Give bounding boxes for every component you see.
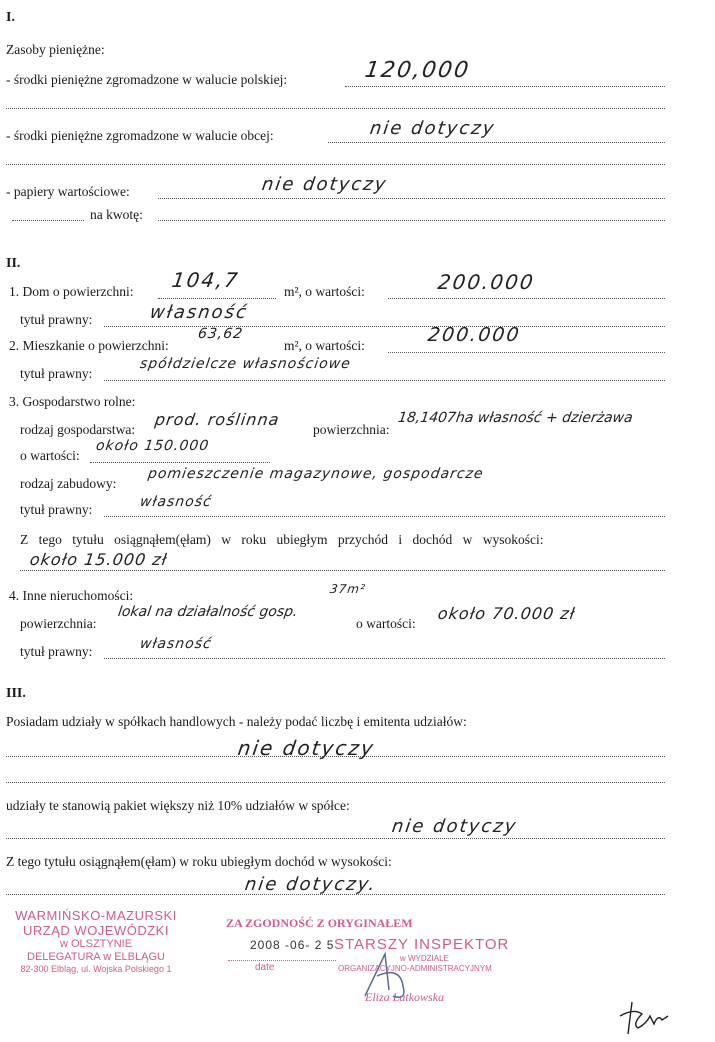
dotted-line [345, 86, 665, 87]
section-2-heading: II. [6, 256, 21, 271]
section-3-heading: III. [6, 686, 26, 701]
farm-label: 3. Gospodarstwo rolne: [9, 394, 136, 409]
section-1-heading: I. [6, 10, 15, 25]
flat-title: spółdzielcze własnościowe [138, 356, 352, 372]
package-label: udziały te stanowią pakiet większy niż 10% udziałów w spółce: [6, 798, 350, 813]
buildings-label: rodzaj zabudowy: [20, 476, 117, 491]
owner-signature [612, 994, 682, 1039]
flat-area: 63,62 [196, 326, 245, 342]
share-income-label: Z tego tytułu osiągnąłem(ęłam) w roku ubiegłym dochód w wysokości: [6, 854, 392, 869]
dotted-line [6, 838, 665, 839]
office-stamp-line: DELEGATURA w ELBLĄGU [27, 951, 165, 963]
dotted-line [6, 108, 665, 109]
dotted-line [158, 298, 276, 299]
inspector-signature [355, 946, 425, 1006]
office-stamp-line: 82-300 Elbląg, ul. Wojska Polskiego 1 [20, 964, 172, 974]
other-area: lokal na działalność gosp. [116, 604, 299, 620]
cash-title: Zasoby pieniężne: [6, 42, 105, 57]
dotted-line [6, 782, 665, 783]
farm-income-label: Z tego tytułu osiągnąłem(ęłam) w roku ubiegłym przychód i dochód w wysokości: [20, 532, 544, 547]
flat-title-label: tytuł prawny: [20, 366, 93, 381]
package-value: nie dotyczy [390, 816, 519, 837]
house-m2-label: m², o wartości: [284, 284, 365, 299]
other-title: własność [138, 636, 213, 652]
dept-stamp-1: w WYDZIALE [400, 954, 449, 963]
office-stamp-line: URZĄD WOJEWÓDZKI [23, 923, 169, 938]
inspector-stamp: STARSZY INSPEKTOR [334, 936, 510, 953]
dotted-line [104, 516, 665, 517]
stamp-date: 2008 -06- 2 5 [250, 938, 335, 952]
dotted-line [6, 164, 665, 165]
securities-value: nie dotyczy [260, 174, 389, 195]
farm-area: 18,1407ha własność + dzierżawa [396, 410, 634, 426]
farm-value-label: o wartości: [20, 448, 80, 463]
buildings-value: pomieszczenie magazynowe, gospodarcze [146, 466, 485, 482]
flat-value: 200.000 [426, 324, 523, 346]
dotted-line [6, 756, 665, 757]
farm-title: własność [138, 494, 213, 510]
dotted-line [104, 380, 665, 381]
dotted-line [20, 570, 665, 571]
flat-label: 2. Mieszkanie o powierzchni: [9, 338, 169, 353]
other-value: około 70.000 zł [436, 604, 577, 623]
dotted-line [104, 658, 665, 659]
pln-label: - środki pieniężne zgromadzone w walucie polskiej: [6, 72, 288, 87]
office-stamp [0, 908, 192, 975]
amount-label: na kwotę: [90, 207, 143, 222]
inspector-name: Eliza Łatkowska [365, 990, 445, 1004]
other-area-note: 37m² [329, 582, 367, 596]
farm-type: prod. roślinna [153, 410, 281, 429]
farm-title-label: tytuł prawny: [20, 502, 93, 517]
other-area-label: powierzchnia: [20, 616, 97, 631]
farm-value: około 150.000 [94, 438, 211, 454]
farm-income-value: około 15.000 zł [28, 550, 169, 569]
conformity-stamp: ZA ZGODNOŚĆ Z ORYGINAŁEM [226, 916, 413, 930]
foreign-value: nie dotyczy [368, 118, 497, 139]
office-stamp-line: w OLSZTYNIE [59, 938, 133, 950]
date-line [228, 960, 336, 961]
foreign-label: - środki pieniężne zgromadzone w walucie obcej: [6, 128, 274, 143]
dotted-line [104, 326, 665, 327]
date-label: date [255, 962, 275, 973]
securities-label: - papiery wartościowe: [6, 184, 130, 199]
share-income-value: nie dotyczy. [243, 874, 379, 895]
dotted-line [90, 462, 270, 463]
house-label: 1. Dom o powierzchni: [9, 284, 134, 299]
dotted-line [158, 220, 665, 221]
shares-label: Posiadam udziały w spółkach handlowych - należy podać liczbę i emitenta udziałów: [6, 714, 467, 729]
other-property-label: 4. Inne nieruchomości: [9, 588, 134, 603]
dotted-line [388, 298, 665, 299]
dotted-line [388, 352, 665, 353]
office-stamp-line: WARMIŃSKO-MAZURSKI [15, 908, 177, 923]
dept-stamp-2: ORGANIZACYJNO-ADMINISTRACYJNYM [338, 964, 492, 973]
dotted-line [6, 894, 665, 895]
dotted-line [158, 198, 665, 199]
dotted-line [12, 220, 84, 221]
farm-type-label: rodzaj gospodarstwa: [20, 422, 136, 437]
farm-area-label: powierzchnia: [313, 422, 390, 437]
house-title: własność [148, 302, 250, 323]
pln-value: 120,000 [363, 58, 472, 83]
other-title-label: tytuł prawny: [20, 644, 93, 659]
dotted-line [328, 142, 665, 143]
house-value: 200.000 [436, 270, 537, 294]
flat-m2-label: m², o wartości: [284, 338, 365, 353]
shares-value: nie dotyczy [236, 736, 377, 760]
other-value-label: o wartości: [356, 616, 416, 631]
house-title-label: tytuł prawny: [20, 312, 93, 327]
house-area: 104,7 [170, 268, 241, 292]
